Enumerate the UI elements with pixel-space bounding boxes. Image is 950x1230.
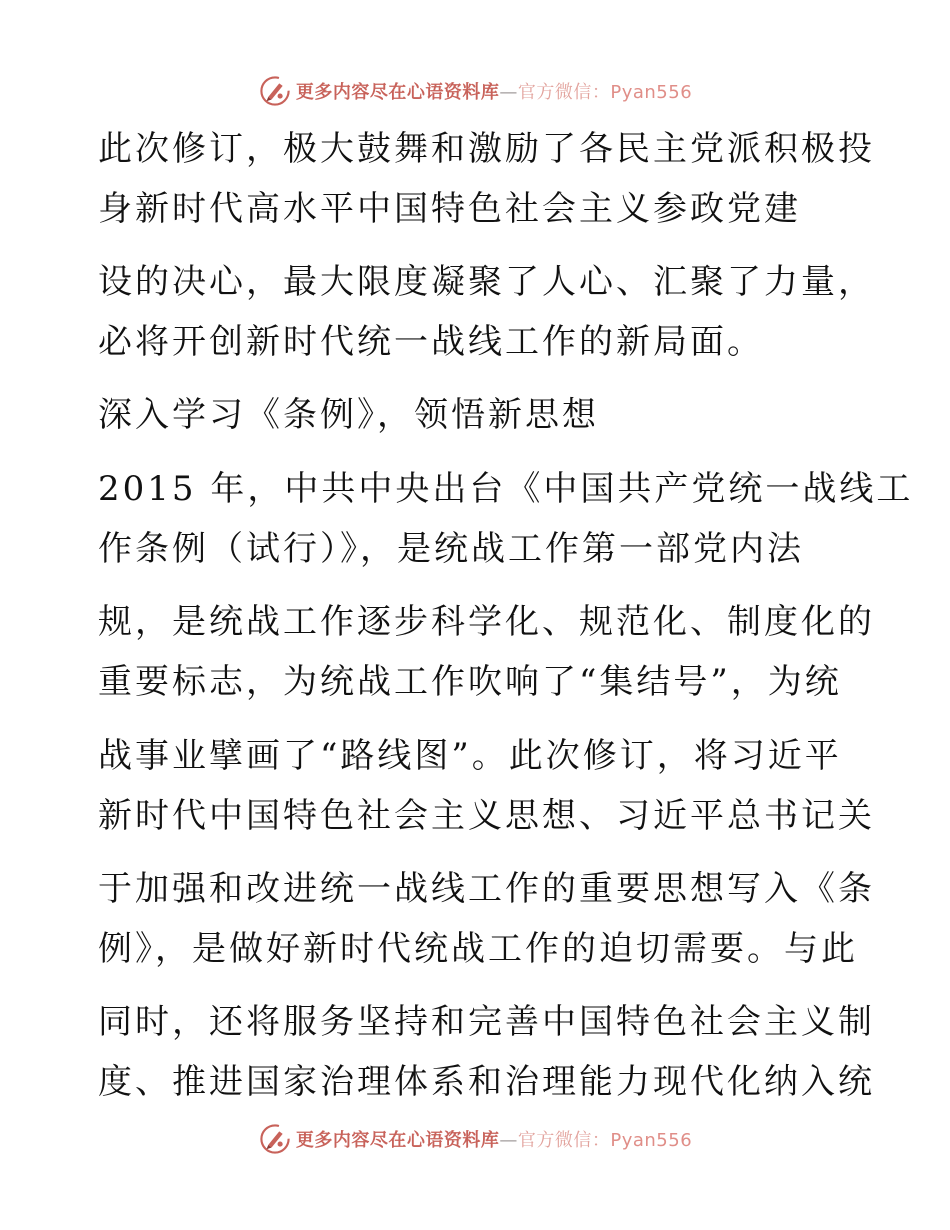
text-line: 身新时代高水平中国特色社会主义参政党建 bbox=[98, 189, 801, 229]
banner-separator: — bbox=[499, 82, 518, 103]
text-line: 此次修订，极大鼓舞和激励了各民主党派积极投 bbox=[98, 129, 875, 169]
pen-logo-icon bbox=[258, 1122, 292, 1156]
text-line: 规，是统战工作逐步科学化、规范化、制度化的 bbox=[98, 602, 875, 642]
text-line: 新时代中国特色社会主义思想、习近平总书记关 bbox=[98, 796, 875, 836]
banner-text bbox=[296, 1126, 692, 1152]
text-line: 战事业擘画了“路线图”。此次修订，将习近平 bbox=[98, 736, 842, 776]
text-line: 重要标志，为统战工作吹响了“集结号”，为统 bbox=[98, 662, 842, 702]
text-line: 例》，是做好新时代统战工作的迫切需要。与此 bbox=[98, 929, 858, 969]
text-line: 度、推进国家治理体系和治理能力现代化纳入统 bbox=[98, 1062, 875, 1102]
banner-text bbox=[296, 78, 692, 104]
footer-banner bbox=[0, 1114, 950, 1164]
header-banner bbox=[0, 66, 950, 116]
banner-content bbox=[258, 74, 692, 108]
text-line: 作条例（试行）》，是统战工作第一部党内法 bbox=[98, 529, 804, 569]
banner-separator: — bbox=[499, 1130, 518, 1151]
text-line: 必将开创新时代统一战线工作的新局面。 bbox=[98, 322, 764, 362]
banner-wechat-label: 官方微信： bbox=[517, 82, 611, 103]
pen-logo-icon bbox=[258, 74, 292, 108]
banner-content bbox=[258, 1122, 692, 1156]
text-line: 2015 年，中共中央出台《中国共产党统一战线工 bbox=[98, 469, 914, 509]
text-line: 深入学习《条例》，领悟新思想 bbox=[98, 395, 599, 435]
banner-wechat-id: Pyan556 bbox=[610, 1130, 693, 1151]
banner-main-text: 更多内容尽在心语资料库 bbox=[295, 1130, 500, 1151]
banner-wechat-id: Pyan556 bbox=[610, 82, 693, 103]
text-line: 同时，还将服务坚持和完善中国特色社会主义制 bbox=[98, 1002, 875, 1042]
text-line: 设的决心，最大限度凝聚了人心、汇聚了力量， bbox=[98, 262, 875, 302]
text-line: 于加强和改进统一战线工作的重要思想写入《条 bbox=[98, 869, 875, 909]
banner-wechat-label: 官方微信： bbox=[517, 1130, 611, 1151]
banner-main-text: 更多内容尽在心语资料库 bbox=[295, 82, 500, 103]
